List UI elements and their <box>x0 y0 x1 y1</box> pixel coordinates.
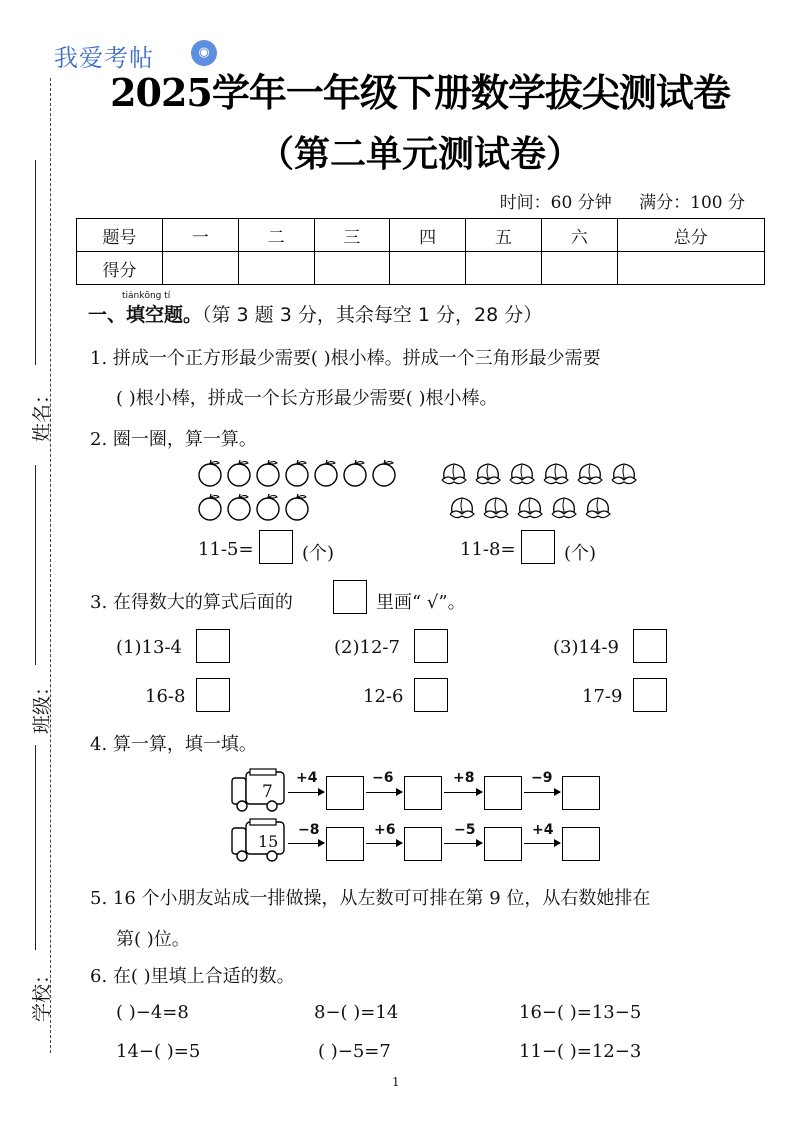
section-heading <box>88 300 542 327</box>
score-table-score-row <box>77 252 765 285</box>
train-1-operation: +8 <box>453 770 475 786</box>
section-heading-title: 一、填空题。 <box>88 304 203 326</box>
full-score: 满分：100 分 <box>639 193 745 213</box>
table-cell: 总分 <box>617 219 764 252</box>
watermark-badge-icon: ◉ <box>191 40 217 66</box>
table-cell: 四 <box>390 219 466 252</box>
table-cell: 五 <box>466 219 542 252</box>
q3-check-box[interactable] <box>414 678 448 712</box>
train-1-start-number: 7 <box>262 782 273 802</box>
train-1-answer-box[interactable] <box>562 776 600 810</box>
q6-expression: 16−( )=13−5 <box>519 1002 642 1023</box>
class-field-label: 班级： <box>31 676 54 735</box>
peaches-illustration <box>438 458 648 524</box>
train-2-answer-box[interactable] <box>404 827 442 861</box>
train-2-operation: −8 <box>298 822 320 838</box>
q3-expression: (2)12-7 <box>334 637 400 658</box>
arrow-icon <box>366 843 402 844</box>
q2-right-expression: 11-8= <box>460 539 516 560</box>
q2-right-answer-box[interactable] <box>521 530 555 564</box>
score-input-cell[interactable] <box>314 252 390 285</box>
watermark-text: 我爱考帖 <box>54 44 154 72</box>
arrow-icon <box>444 792 482 793</box>
section-pinyin: tiánkōng tí <box>122 291 171 301</box>
question-1-line-2: ( )根小棒，拼成一个长方形最少需要( )根小棒。 <box>116 388 498 409</box>
train-2-answer-box[interactable] <box>484 827 522 861</box>
q2-left-unit: (个) <box>302 543 335 564</box>
name-field-label: 姓名： <box>31 384 54 443</box>
question-1-line-1: 1. 拼成一个正方形最少需要( )根小棒。拼成一个三角形最少需要 <box>90 348 601 369</box>
question-3-text-a: 3. 在得数大的算式后面的 <box>90 592 293 613</box>
train-2-operation: −5 <box>454 822 476 838</box>
arrow-icon <box>524 843 560 844</box>
exam-meta <box>478 188 745 213</box>
train-2-operation: +4 <box>532 822 554 838</box>
score-input-cell[interactable] <box>617 252 764 285</box>
q6-expression: ( )−4=8 <box>116 1002 189 1023</box>
train-icon <box>230 768 290 814</box>
q2-right-unit: (个) <box>564 543 597 564</box>
q6-expression: 14−( )=5 <box>116 1041 201 1062</box>
train-1-answer-box[interactable] <box>404 776 442 810</box>
table-cell: 三 <box>314 219 390 252</box>
train-2-answer-box[interactable] <box>326 827 364 861</box>
score-input-cell[interactable] <box>238 252 314 285</box>
table-cell: 六 <box>541 219 617 252</box>
q6-expression: 11−( )=12−3 <box>519 1041 642 1062</box>
score-input-cell[interactable] <box>390 252 466 285</box>
q3-expression: (3)14-9 <box>553 637 619 658</box>
q3-expression: 16-8 <box>145 686 186 707</box>
train-1-operation: +4 <box>296 770 318 786</box>
question-5-line-2: 第( )位。 <box>116 929 190 950</box>
train-1-answer-box[interactable] <box>484 776 522 810</box>
section-heading-note: （第 3 题 3 分，其余每空 1 分，28 分） <box>202 304 543 326</box>
arrow-icon <box>288 843 324 844</box>
question-2-text: 2. 圈一圈，算一算。 <box>90 429 257 450</box>
q3-check-box[interactable] <box>196 629 230 663</box>
q3-example-box <box>333 580 367 614</box>
train-2-answer-box[interactable] <box>562 827 600 861</box>
score-input-cell[interactable] <box>163 252 239 285</box>
page-number: 1 <box>392 1075 400 1089</box>
name-field <box>8 160 54 460</box>
score-input-cell[interactable] <box>541 252 617 285</box>
school-field-label: 学校： <box>31 964 54 1023</box>
table-cell: 题号 <box>77 219 163 252</box>
score-table-header-row <box>77 219 765 252</box>
q3-expression: 17-9 <box>582 686 623 707</box>
table-cell: 一 <box>163 219 239 252</box>
q3-check-box[interactable] <box>633 629 667 663</box>
arrow-icon <box>366 792 402 793</box>
train-2-operation: +6 <box>374 822 396 838</box>
name-field-line <box>35 160 36 365</box>
arrow-icon <box>444 843 482 844</box>
question-6-text: 6. 在( )里填上合适的数。 <box>90 966 295 987</box>
class-field-line <box>35 465 36 665</box>
score-table <box>76 218 765 285</box>
table-cell: 二 <box>238 219 314 252</box>
page-subtitle: （第二单元测试卷） <box>257 133 582 175</box>
train-1-answer-box[interactable] <box>326 776 364 810</box>
question-5-line-1: 5. 16 个小朋友站成一排做操，从左数可可排在第 9 位，从右数她排在 <box>90 888 651 909</box>
question-3-text-b: 里画“ √”。 <box>376 592 466 613</box>
q6-expression: ( )−5=7 <box>318 1041 391 1062</box>
arrow-icon <box>524 792 560 793</box>
q6-expression: 8−( )=14 <box>314 1002 399 1023</box>
q2-left-expression: 11-5= <box>198 539 254 560</box>
train-2-start-number: 15 <box>258 832 279 851</box>
apples-illustration <box>196 458 426 524</box>
train-1-operation: −9 <box>531 770 553 786</box>
question-4-text: 4. 算一算，填一填。 <box>90 734 257 755</box>
q3-expression: 12-6 <box>363 686 404 707</box>
page-title: 2025学年一年级下册数学拔尖测试卷 <box>110 70 730 115</box>
school-field <box>8 745 54 1025</box>
arrow-icon <box>288 792 324 793</box>
score-input-cell[interactable] <box>466 252 542 285</box>
table-cell: 得分 <box>77 252 163 285</box>
train-1-operation: −6 <box>372 770 394 786</box>
time-limit: 时间：60 分钟 <box>499 193 612 213</box>
q3-check-box[interactable] <box>633 678 667 712</box>
school-field-line <box>35 745 36 950</box>
q3-check-box[interactable] <box>196 678 230 712</box>
binding-dashed-line <box>50 78 51 1053</box>
class-field <box>8 465 54 755</box>
q3-check-box[interactable] <box>414 629 448 663</box>
q3-expression: (1)13-4 <box>116 637 182 658</box>
q2-left-answer-box[interactable] <box>259 530 293 564</box>
